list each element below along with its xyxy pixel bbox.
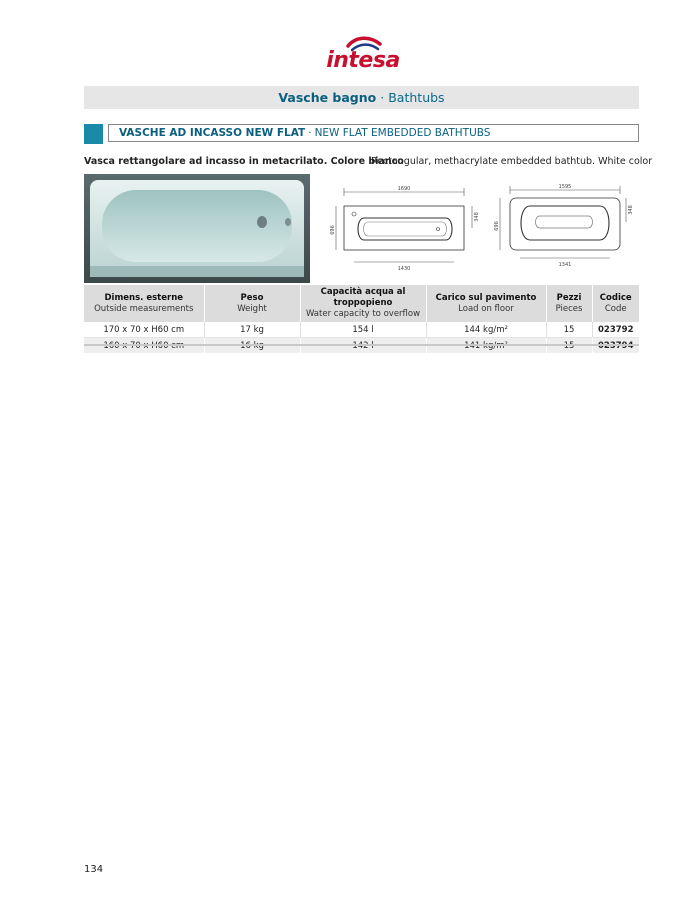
d1-side: 696 [330,225,336,235]
product-heading-it: VASCHE AD INCASSO NEW FLAT [119,127,306,139]
brand-logo [318,34,408,80]
product-heading-box [108,124,639,142]
product-heading-en: NEW FLAT EMBEDDED BATHTUBS [314,127,491,139]
table-row [84,322,639,338]
product-heading-separator: · [308,127,312,139]
page-number: 134 [84,864,104,875]
cell-capacity: 154 l [300,322,426,338]
d1-bottom-length: 1430 [397,266,411,272]
d1-height: 348 [474,212,480,222]
cell-code: 023792 [592,322,639,338]
header-capacity: Capacità acqua al troppopieno Water capacity to overflow [300,285,426,322]
header-dimensions: Dimens. esterne Outside measurements [84,285,204,322]
brand-name: intesa [326,48,400,73]
technical-drawing-1690 [330,178,490,278]
description-en: Rectangular, methacrylate embedded bathtub. White color [371,156,653,167]
cell-floor-load: 144 kg/m² [426,322,546,338]
header-floor-load: Carico sul pavimento Load on floor [426,285,546,322]
cell-weight: 17 kg [204,322,300,338]
section-title-en: Bathtubs [388,90,445,105]
section-title-it: Vasche bagno [278,90,377,105]
bathtub-photo [84,174,310,283]
technical-drawing-1595 [492,178,638,278]
heading-marker [84,124,103,144]
header-code: Codice Code [592,285,639,322]
product-heading [84,124,639,144]
header-pieces: Pezzi Pieces [546,285,592,322]
header-weight: Peso Weight [204,285,300,322]
d2-side: 696 [494,221,500,231]
section-title-separator: · [380,90,385,105]
description-it: Vasca rettangolare ad incasso in metacrilato. Colore bianco [84,156,404,167]
table-header-row [84,285,639,322]
d2-bottom-length: 1341 [558,262,572,268]
cell-dimensions: 170 x 70 x H60 cm [84,322,204,338]
d1-top-length: 1690 [397,186,411,192]
section-title-bar [84,86,639,109]
d2-height: 348 [628,205,634,215]
d2-top-length: 1595 [558,184,572,190]
table-bottom-rule [84,344,639,346]
spec-table [84,285,639,353]
cell-pieces: 15 [546,322,592,338]
